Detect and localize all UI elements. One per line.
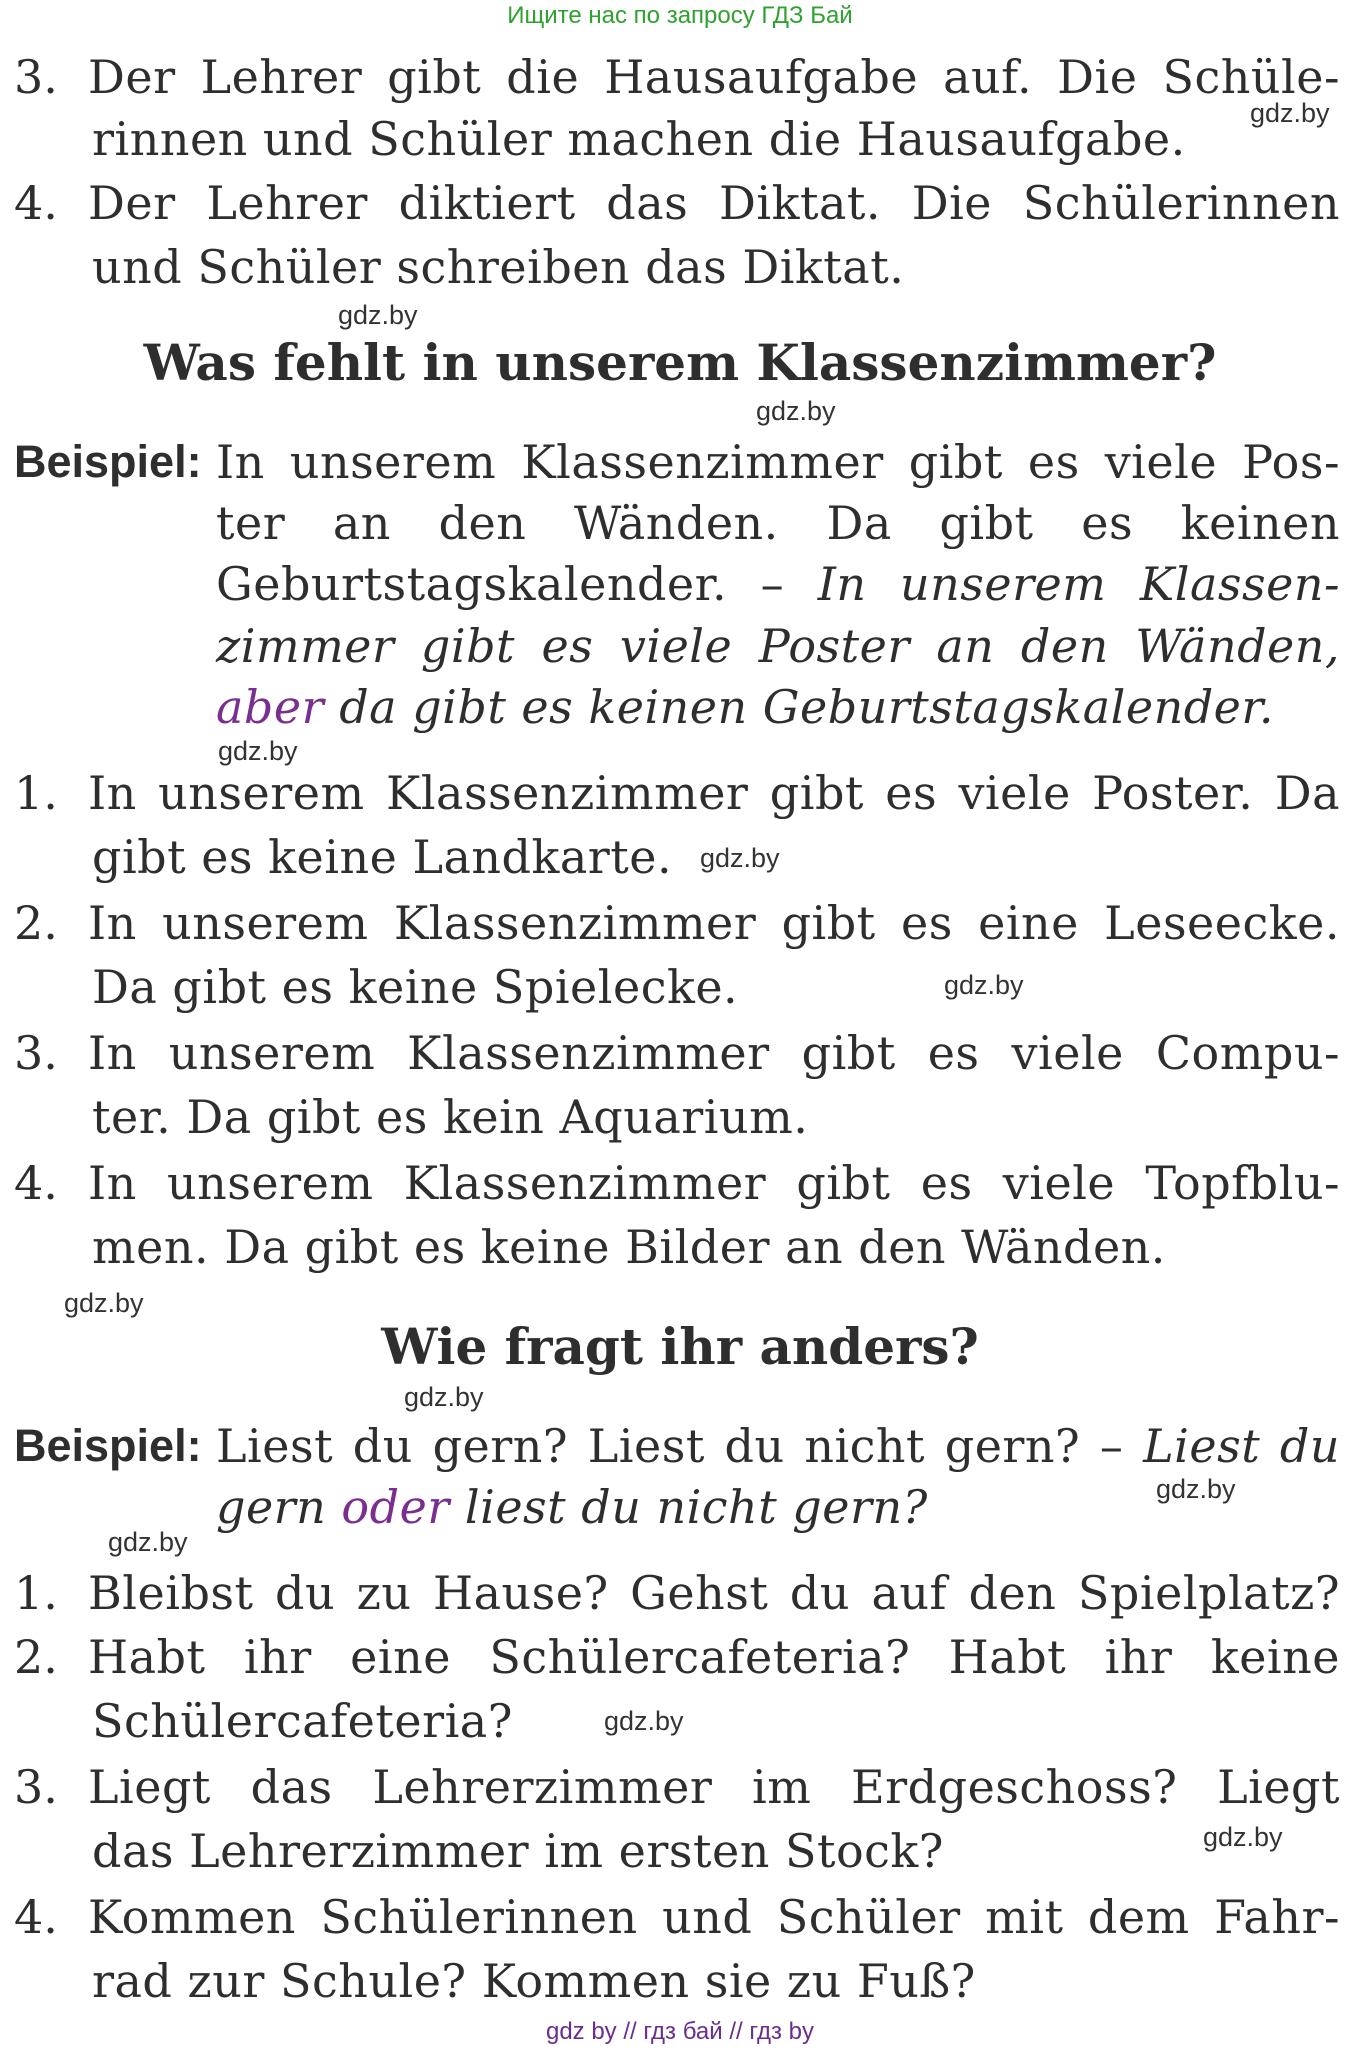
example-line [216, 554, 1340, 614]
text-line: gibt es keine Landkarte. [92, 830, 673, 884]
item-number: 2. [14, 896, 58, 950]
example-answer-line [216, 677, 1274, 737]
example-line [216, 1416, 1340, 1476]
example-answer-text: da gibt es keinen Geburtstagskalender. [339, 680, 1274, 734]
item-number: 3. [14, 50, 58, 104]
text-line: Der Lehrer diktiert das Diktat. Die Schülerinnen [88, 176, 1340, 230]
watermark: gdz.by [700, 843, 780, 873]
watermark: gdz.by [404, 1382, 484, 1412]
watermark: gdz.by [1203, 1822, 1283, 1852]
example-label: Beispiel: [14, 1420, 202, 1471]
example-line: In unserem Klassenzimmer gibt es viele Pos- [216, 435, 1340, 489]
text-line: rad zur Schule? Kommen sie zu Fuß? [92, 1954, 976, 2008]
text-line: Der Lehrer gibt die Hausaufgabe auf. Die Schüle- [88, 50, 1340, 104]
example-answer-line: zimmer gibt es viele Poster an den Wänden, [216, 619, 1340, 673]
conjunction-aber: aber [216, 680, 325, 734]
watermark: gdz.by [64, 1288, 144, 1318]
top-banner: Ищите нас по запросу ГДЗ Бай [507, 2, 853, 29]
watermark: gdz.by [1156, 1474, 1236, 1504]
item-number: 3. [14, 1760, 58, 1814]
text-line: Liegt das Lehrerzimmer im Erdgeschoss? Liegt [88, 1760, 1340, 1814]
section-heading: Wie fragt ihr anders? [381, 1317, 979, 1376]
text-line: In unserem Klassenzimmer gibt es viele Poster. Da [88, 766, 1340, 820]
bottom-banner: gdz by // гдз бай // гдз by [545, 2018, 815, 2045]
text-line: und Schüler schreiben das Diktat. [92, 240, 905, 294]
text-line: Da gibt es keine Spielecke. [92, 960, 739, 1014]
text-line: Habt ihr eine Schülercafeteria? Habt ihr keine [88, 1630, 1340, 1684]
item-number: 4. [14, 176, 58, 230]
watermark: gdz.by [1250, 98, 1330, 128]
item-number: 2. [14, 1630, 58, 1684]
item-number: 1. [14, 766, 58, 820]
example-answer: In unserem Klassen- [817, 557, 1341, 611]
example-answer: Liest du [1143, 1419, 1340, 1473]
example-answer-text: gern [216, 1480, 327, 1534]
example-text: Liest du gern? Liest du nicht gern? – [216, 1419, 1124, 1473]
text-line: In unserem Klassenzimmer gibt es viele Topfblu- [88, 1156, 1340, 1210]
example-text: Geburtstagskalender. – [216, 557, 785, 611]
text-line: rinnen und Schüler machen die Hausaufgabe. [92, 112, 1186, 166]
text-line: Kommen Schülerinnen und Schüler mit dem Fahr- [88, 1890, 1340, 1944]
item-number: 4. [14, 1890, 58, 1944]
watermark: gdz.by [604, 1706, 684, 1736]
watermark: gdz.by [338, 300, 418, 330]
conjunction-oder: oder [341, 1480, 450, 1534]
text-line: In unserem Klassenzimmer gibt es viele Compu- [88, 1026, 1340, 1080]
text-line: ter. Da gibt es kein Aquarium. [92, 1090, 809, 1144]
text-line: men. Da gibt es keine Bilder an den Wänden. [92, 1220, 1166, 1274]
text-line: In unserem Klassenzimmer gibt es eine Leseecke. [88, 896, 1340, 950]
section-heading: Was fehlt in unserem Klassenzimmer? [143, 333, 1217, 392]
example-answer-line [216, 1477, 928, 1537]
text-line: das Lehrerzimmer im ersten Stock? [92, 1824, 944, 1878]
item-number: 3. [14, 1026, 58, 1080]
watermark: gdz.by [756, 396, 836, 426]
item-number: 1. [14, 1566, 58, 1620]
text-line: Bleibst du zu Hause? Gehst du auf den Spielplatz? [88, 1566, 1340, 1620]
watermark: gdz.by [944, 970, 1024, 1000]
item-number: 4. [14, 1156, 58, 1210]
watermark: gdz.by [108, 1527, 188, 1557]
example-label: Beispiel: [14, 436, 202, 487]
text-line: Schülercafeteria? [92, 1694, 513, 1748]
watermark: gdz.by [218, 736, 298, 766]
example-line: ter an den Wänden. Da gibt es keinen [216, 496, 1340, 550]
example-answer-text: liest du nicht gern? [464, 1480, 928, 1534]
